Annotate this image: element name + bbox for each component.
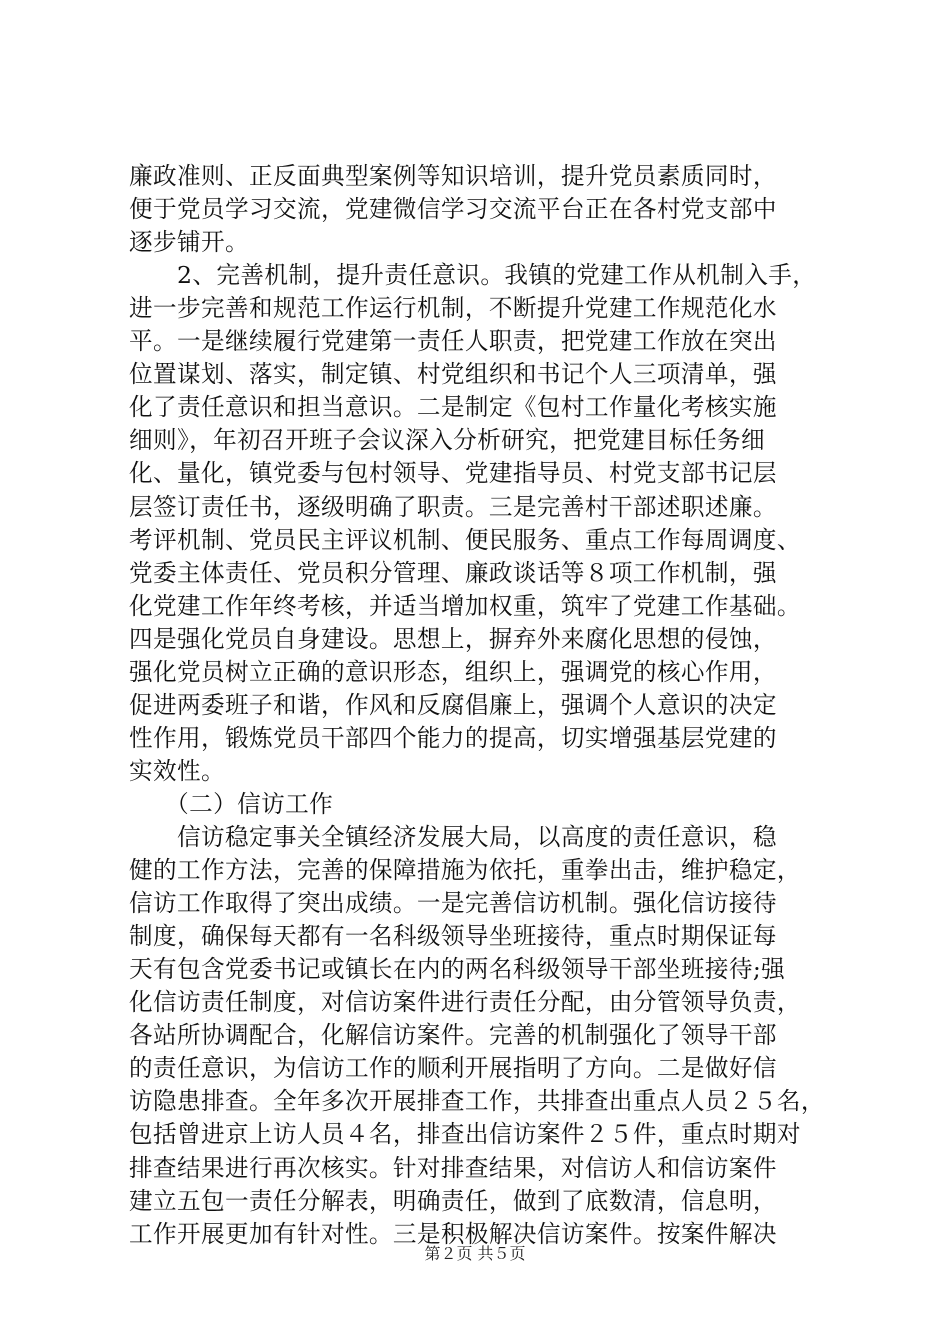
text-line: 四是强化党员自身建设。思想上，摒弃外来腐化思想的侵蚀， bbox=[129, 624, 777, 653]
text-line: 各站所协调配合，化解信访案件。完善的机制强化了领导干部 bbox=[129, 1021, 777, 1050]
text-line: 建立五包一责任分解表，明确责任，做到了底数清，信息明， bbox=[129, 1186, 777, 1215]
text-line: 2、完善机制，提升责任意识。我镇的党建工作从机制入手， bbox=[129, 261, 817, 290]
text-line: 信访工作取得了突出成绩。一是完善信访机制。强化信访接待 bbox=[129, 889, 777, 918]
text-line: 性作用，锻炼党员干部四个能力的提高，切实增强基层党建的 bbox=[129, 723, 777, 752]
text-line: 党委主体责任、党员积分管理、廉政谈话等８项工作机制，强 bbox=[129, 558, 777, 587]
text-line: 的责任意识，为信访工作的顺利开展指明了方向。二是做好信 bbox=[129, 1054, 777, 1083]
text-line: 排查结果进行再次核实。针对排查结果，对信访人和信访案件 bbox=[129, 1153, 777, 1182]
text-line: 逐步铺开。 bbox=[129, 228, 249, 257]
text-line: 促进两委班子和谐，作风和反腐倡廉上，强调个人意识的决定 bbox=[129, 690, 777, 719]
text-line: 考评机制、党员民主评议机制、便民服务、重点工作每周调度、 bbox=[129, 525, 801, 554]
text-line: 化党建工作年终考核，并适当增加权重，筑牢了党建工作基础。 bbox=[129, 591, 801, 620]
text-line: 廉政准则、正反面典型案例等知识培训，提升党员素质同时， bbox=[129, 162, 777, 190]
text-line: 天有包含党委书记或镇长在内的两名科级领导干部坐班接待;强 bbox=[129, 955, 786, 984]
text-line: 制度，确保每天都有一名科级领导坐班接待，重点时期保证每 bbox=[129, 922, 777, 951]
text-line: 进一步完善和规范工作运行机制，不断提升党建工作规范化水 bbox=[129, 294, 777, 323]
text-line: 便于党员学习交流，党建微信学习交流平台正在各村党支部中 bbox=[129, 195, 777, 224]
text-line: 健的工作方法，完善的保障措施为依托，重拳出击，维护稳定， bbox=[129, 856, 801, 885]
text-line: 化了责任意识和担当意识。二是制定《包村工作量化考核实施 bbox=[129, 393, 777, 422]
text-line: 化信访责任制度，对信访案件进行责任分配，由分管领导负责， bbox=[129, 988, 801, 1017]
text-line: 化、量化，镇党委与包村领导、党建指导员、村党支部书记层 bbox=[129, 459, 777, 488]
text-line: 层签订责任书，逐级明确了职责。三是完善村干部述职述廉。 bbox=[129, 492, 777, 521]
text-line: 细则》，年初召开班子会议深入分析研究，把党建目标任务细 bbox=[129, 426, 766, 455]
text-line: 工作开展更加有针对性。三是积极解决信访案件。按案件解决 bbox=[129, 1219, 777, 1248]
text-line: 平。一是继续履行党建第一责任人职责，把党建工作放在突出 bbox=[129, 327, 777, 356]
page-footer: 第２页 共５页 bbox=[424, 1244, 526, 1263]
text-line: 位置谋划、落实，制定镇、村党组织和书记个人三项清单，强 bbox=[129, 360, 777, 389]
text-line: 访隐患排查。全年多次开展排查工作，共排查出重点人员２５名， bbox=[129, 1087, 825, 1116]
text-line: 信访稳定事关全镇经济发展大局，以高度的责任意识，稳 bbox=[129, 823, 777, 851]
text-line: （二）信访工作 bbox=[129, 789, 334, 818]
text-line: 包括曾进京上访人员４名，排查出信访案件２５件，重点时期对 bbox=[129, 1120, 801, 1149]
text-line: 实效性。 bbox=[129, 756, 225, 785]
text-line: 强化党员树立正确的意识形态，组织上，强调党的核心作用， bbox=[129, 657, 777, 686]
